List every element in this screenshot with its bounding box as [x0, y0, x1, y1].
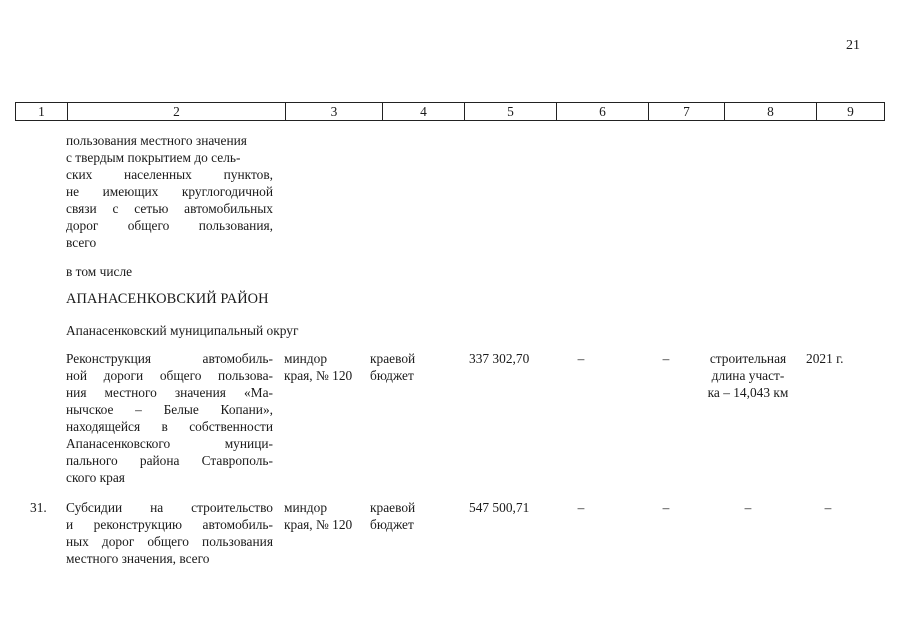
name-line: находящейся в собственности	[66, 419, 273, 434]
result-line: длина участ-	[711, 368, 785, 383]
including-label: в том числе	[66, 264, 133, 279]
source-line: бюджет	[370, 368, 414, 383]
name-line: нычское – Белые Копани»,	[66, 402, 273, 417]
row-31-col8: –	[744, 500, 752, 515]
result-line: ка – 14,043 км	[707, 385, 789, 400]
intro-line: связи с сетью автомобильных	[66, 201, 273, 216]
name-line: ных дорог общего пользования	[66, 534, 273, 549]
name-line: ния местного значения «Ма-	[66, 385, 273, 400]
row-31-col6: –	[577, 500, 585, 515]
intro-line: ских населенных пунктов,	[66, 167, 273, 182]
reconstruction-col7: –	[662, 351, 670, 366]
reconstruction-result	[700, 350, 796, 401]
row-31-col9: –	[824, 500, 832, 515]
reconstruction-source	[370, 350, 415, 384]
header-col-6: 6	[557, 103, 649, 120]
name-line: ского края	[66, 470, 125, 485]
source-line: краевой	[370, 351, 416, 366]
reconstruction-year: 2021 г.	[806, 351, 844, 366]
result-line: строительная	[709, 351, 787, 366]
reconstruction-amount: 337 302,70	[469, 351, 530, 366]
header-col-7: 7	[649, 103, 725, 120]
row-31-number: 31.	[30, 500, 47, 515]
name-line: ной дороги общего пользова-	[66, 368, 273, 383]
name-line: Субсидии на строительство	[66, 500, 273, 515]
row-31-executor	[284, 499, 362, 533]
intro-line: пользования местного значения	[66, 133, 247, 148]
row-31-name	[66, 499, 273, 567]
reconstruction-name	[66, 350, 273, 486]
row-31-amount: 547 500,71	[469, 500, 530, 515]
name-line: местного значения, всего	[66, 551, 210, 566]
header-col-3: 3	[286, 103, 383, 120]
row-31-col7: –	[662, 500, 670, 515]
intro-line: дорог общего пользования,	[66, 218, 273, 233]
page-number: 21	[846, 38, 860, 53]
name-line: пального района Ставрополь-	[66, 453, 273, 468]
name-line: Реконструкция автомобиль-	[66, 351, 273, 366]
source-line: бюджет	[370, 517, 414, 532]
header-col-9: 9	[817, 103, 885, 120]
municipality-heading: Апанасенковский муниципальный округ	[66, 323, 299, 338]
header-col-2: 2	[68, 103, 286, 120]
header-col-1: 1	[16, 103, 68, 120]
reconstruction-col6: –	[577, 351, 585, 366]
executor-line: края, № 120	[284, 517, 353, 532]
executor-line: миндор	[284, 500, 328, 515]
intro-line: всего	[66, 235, 97, 250]
reconstruction-executor	[284, 350, 362, 384]
name-line: Апанасенковского муници-	[66, 436, 273, 451]
intro-text	[66, 132, 273, 251]
name-line: и реконструкцию автомобиль-	[66, 517, 273, 532]
table-header-row	[15, 102, 885, 121]
header-col-5: 5	[465, 103, 557, 120]
district-heading: АПАНАСЕНКОВСКИЙ РАЙОН	[66, 291, 269, 307]
executor-line: миндор	[284, 351, 328, 366]
row-31-source	[370, 499, 415, 533]
header-col-4: 4	[383, 103, 465, 120]
intro-line: не имеющих круглогодичной	[66, 184, 273, 199]
intro-line: с твердым покрытием до сель-	[66, 150, 241, 165]
executor-line: края, № 120	[284, 368, 353, 383]
source-line: краевой	[370, 500, 416, 515]
header-col-8: 8	[725, 103, 817, 120]
